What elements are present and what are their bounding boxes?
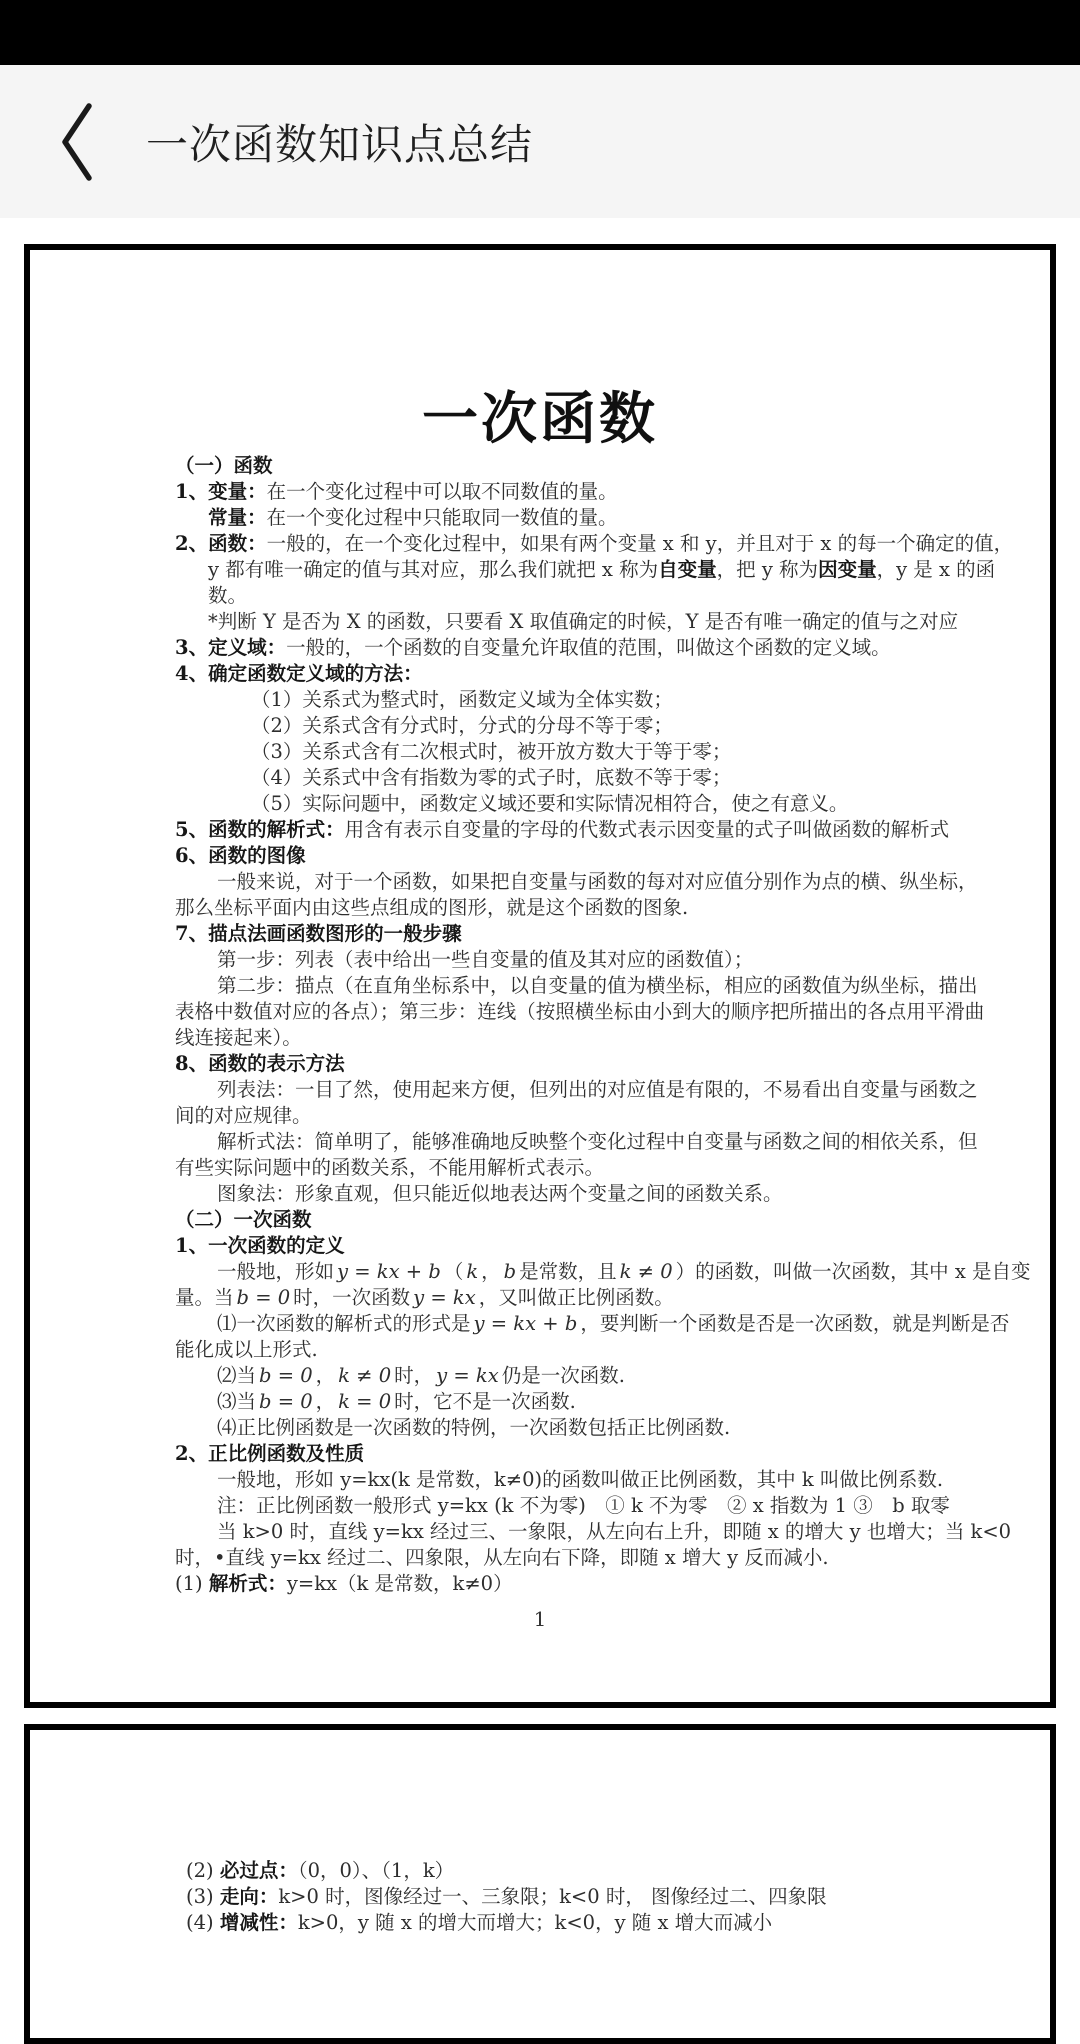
doc-line: （一）函数 — [175, 454, 273, 477]
page-number: 1 — [533, 1607, 547, 1631]
doc-title: 一次函数 — [422, 386, 658, 452]
document-page-1 — [24, 244, 1056, 1708]
doc-body-page2 — [186, 1858, 1014, 1936]
doc-line: （5）实际问题中，函数定义域还要和实际情况相符合，使之有意义。 — [251, 792, 849, 815]
doc-line: 有些实际问题中的函数关系，不能用解析式表示。 — [175, 1156, 605, 1179]
doc-line: 图象法：形象直观，但只能近似地表达两个变量之间的函数关系。 — [217, 1182, 783, 1205]
doc-line: (2) 必过点：（0，0）、（1，k） — [186, 1859, 455, 1882]
doc-line: 一般来说，对于一个函数，如果把自变量与函数的每对对应值分别作为点的横、纵坐标， — [217, 870, 978, 893]
doc-line: 2、函数：一般的，在一个变化过程中，如果有两个变量 x 和 y，并且对于 x 的每一个确定的值， — [175, 532, 1014, 555]
doc-line: 量。当 b = 0 时，一次函数 y = kx ，又叫做正比例函数。 — [175, 1286, 674, 1309]
doc-line: （4）关系式中含有指数为零的式子时，底数不等于零； — [251, 766, 732, 789]
doc-line: 注：正比例函数一般形式 y=kx (k 不为零) ① k 不为零 ② x 指数为 1 ③ b 取零 — [217, 1494, 950, 1517]
doc-line: ⑴一次函数的解析式的形式是 y = kx + b ，要判断一个函数是否是一次函数，就是判断是否 — [217, 1312, 1010, 1335]
doc-line: ⑶当 b = 0 ， k = 0 时，它不是一次函数. — [217, 1390, 576, 1413]
doc-line: 6、函数的图像 — [175, 844, 306, 867]
doc-line: *判断 Y 是否为 X 的函数，只要看 X 取值确定的时候，Y 是否有唯一确定的值与之对应 — [208, 610, 959, 633]
doc-line: 表格中数值对应的各点）；第三步：连线（按照横坐标由小到大的顺序把所描出的各点用平滑曲 — [175, 1000, 985, 1023]
doc-line: 1、变量：在一个变化过程中可以取不同数值的量。 — [175, 480, 618, 503]
doc-line: 4、确定函数定义域的方法： — [175, 662, 423, 685]
doc-line: 当 k>0 时，直线 y=kx 经过三、一象限，从左向右上升，即随 x 的增大 y 也增大；当 k<0 — [217, 1520, 1012, 1543]
doc-line: 那么坐标平面内由这些点组成的图形，就是这个函数的图象. — [175, 896, 689, 919]
doc-line: 5、函数的解析式：用含有表示自变量的字母的代数式表示因变量的式子叫做函数的解析式 — [175, 818, 950, 841]
doc-line: 3、定义域：一般的，一个函数的自变量允许取值的范围，叫做这个函数的定义域。 — [175, 636, 891, 659]
doc-line: (1) 解析式：y=kx（k 是常数，k≠0） — [175, 1572, 513, 1595]
doc-line: 1、一次函数的定义 — [175, 1234, 345, 1257]
doc-line: y 都有唯一确定的值与其对应，那么我们就把 x 称为自变量，把 y 称为因变量，y 是 x 的函 — [208, 558, 996, 581]
doc-line: 线连接起来）。 — [175, 1026, 302, 1049]
doc-line: 列表法：一目了然，使用起来方便，但列出的对应值是有限的，不易看出自变量与函数之 — [217, 1078, 978, 1101]
doc-line: （二）一次函数 — [175, 1208, 312, 1231]
page-title: 一次函数知识点总结 — [146, 120, 534, 168]
doc-line: （1）关系式为整式时，函数定义域为全体实数； — [251, 688, 673, 711]
doc-line: 间的对应规律。 — [175, 1104, 312, 1127]
doc-line: ⑷正比例函数是一次函数的特例，一次函数包括正比例函数. — [217, 1416, 731, 1439]
doc-line: （2）关系式含有分式时，分式的分母不等于零； — [251, 714, 673, 737]
doc-line: (3) 走向：k>0 时，图像经过一、三象限；k<0 时， 图像经过二、四象限 — [186, 1885, 827, 1908]
document-page-2 — [24, 1724, 1056, 2044]
doc-line: 7、描点法画函数图形的一般步骤 — [175, 922, 462, 945]
doc-line: (4) 增减性：k>0，y 随 x 的增大而增大；k<0，y 随 x 增大而减小 — [186, 1911, 773, 1934]
doc-line: 时，•直线 y=kx 经过二、四象限，从左向右下降，即随 x 增大 y 反而减小. — [175, 1546, 829, 1569]
doc-line: ⑵当 b = 0 ， k ≠ 0 时， y = kx 仍是一次函数. — [217, 1364, 625, 1387]
doc-line: 8、函数的表示方法 — [175, 1052, 345, 1075]
doc-line: 能化成以上形式. — [175, 1338, 318, 1361]
doc-line: （3）关系式含有二次根式时，被开放方数大于等于零； — [251, 740, 732, 763]
doc-line: 第一步：列表（表中给出一些自变量的值及其对应的函数值）； — [217, 948, 754, 971]
doc-line: 数。 — [208, 584, 248, 607]
doc-line: 一般地，形如 y = kx + b （ k ， b 是常数，且 k ≠ 0 ）的函数，叫做一次函数，其中 x 是自变 — [217, 1260, 1031, 1283]
doc-line: 常量：在一个变化过程中只能取同一数值的量。 — [208, 506, 618, 529]
doc-line: 第二步：描点（在直角坐标系中，以自变量的值为横坐标，相应的函数值为纵坐标，描出 — [217, 974, 978, 997]
doc-body — [175, 453, 1031, 1597]
doc-line: 解析式法：简单明了，能够准确地反映整个变化过程中自变量与函数之间的相依关系，但 — [217, 1130, 978, 1153]
doc-line: 2、正比例函数及性质 — [175, 1442, 365, 1465]
doc-line: 一般地，形如 y=kx(k 是常数，k≠0)的函数叫做正比例函数，其中 k 叫做比例系数. — [217, 1468, 944, 1491]
